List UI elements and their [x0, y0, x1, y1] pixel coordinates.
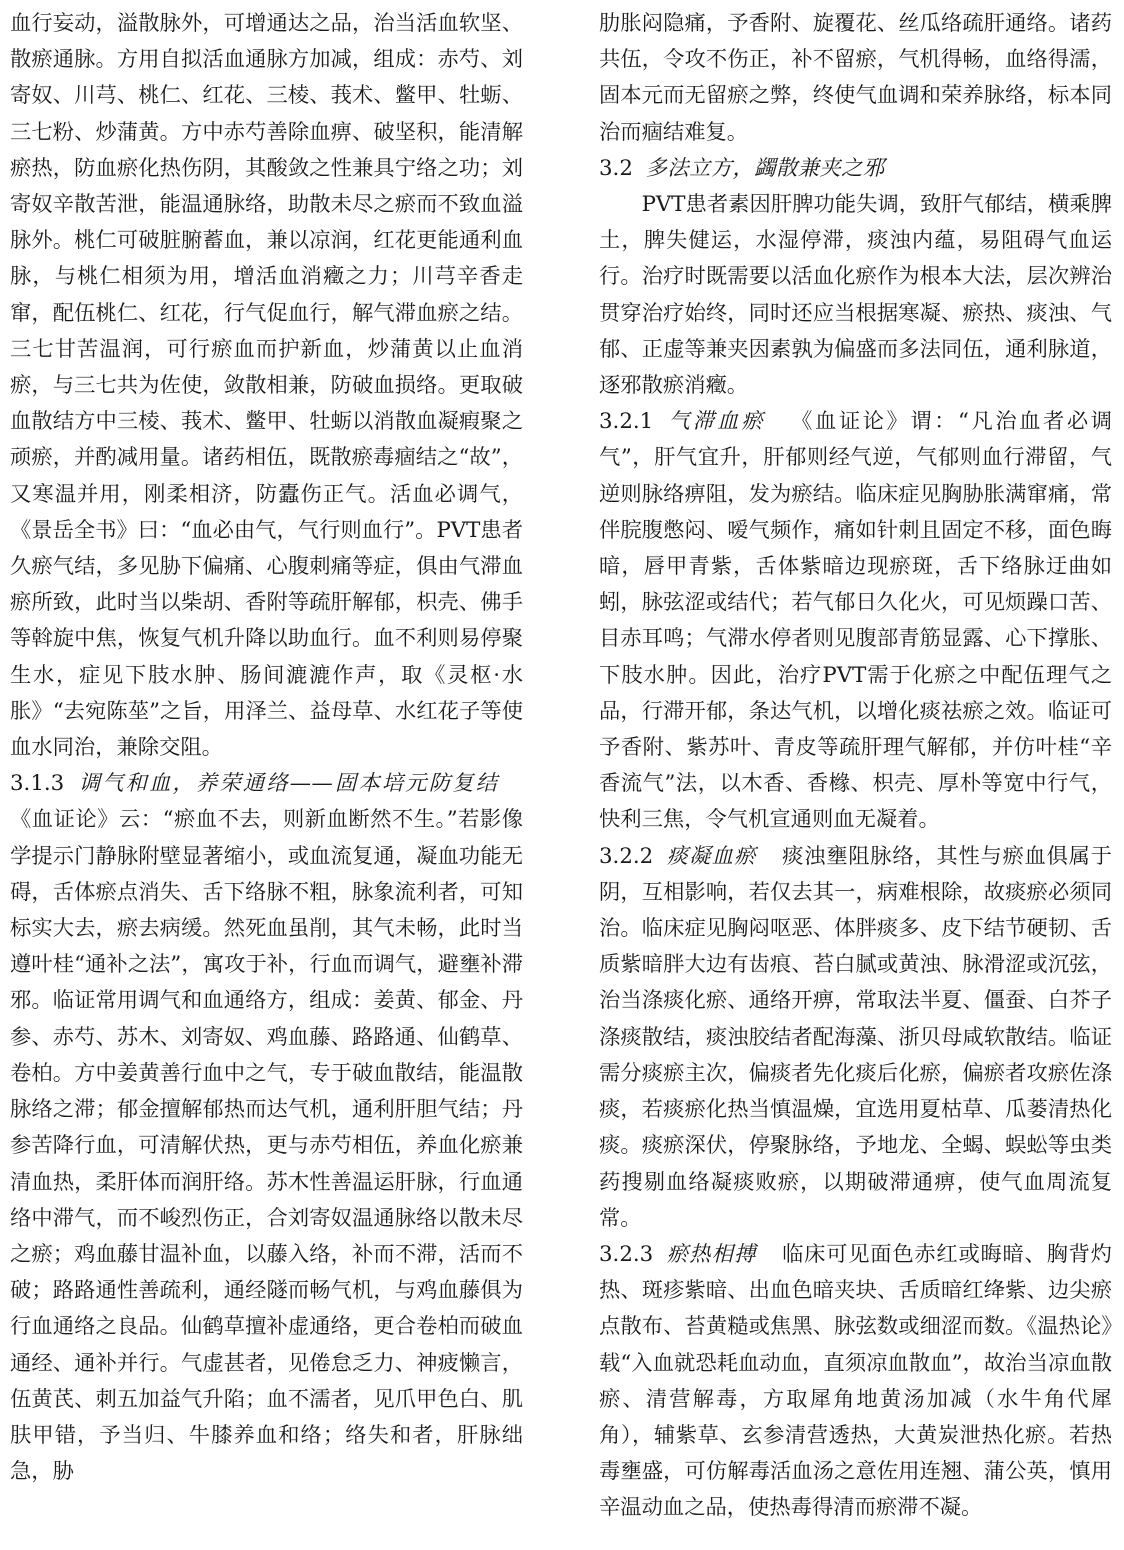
paragraph-continuation-left: 血行妄动，溢散脉外，可增通达之品，治当活血软坚、散瘀通脉。方用自拟活血通脉方加减，组成：赤芍、刘寄奴、川芎、桃仁、红花、三棱、莪术、鳖甲、牡蛎、三七粉、炒蒲黄。方中赤芍善除血痹、破坚积，能清解瘀热，防血瘀化热伤阴，其酸敛之性兼具宁络之功；刘寄奴辛散苦泄，能温通脉络，助散未尽之瘀而不致血溢脉外。桃仁可破脏腑蓄血，兼以凉润，红花更能通利血脉，与桃仁相须为用，增活血消癥之力；川芎辛香走窜，配伍桃仁、红花，行气促血行，解气滞血瘀之结。三七甘苦温润，可行瘀血而护新血，炒蒲黄以止血消瘀，与三七共为佐使，敛散相兼，防破血损络。更取破血散结方中三棱、莪术、鳖甲、牡蛎以消散血凝瘕聚之顽瘀，并酌减用量。诸药相伍，既散瘀毒痼结之“故”，又寒温并用，刚柔相济，防蠹伤正气。活血必调气，《景岳全书》曰：“血必由气，气行则血行”。PVT患者久瘀气结，多见胁下偏痛、心腹刺痛等症，俱由气滞血瘀所致，此时当以柴胡、香附等疏肝解郁，枳壳、佛手等斡旋中焦，恢复气机升降以助血行。血不利则易停聚生水，症见下肢水肿、肠间漉漉作声，取《灵枢·水胀》“去宛陈莝”之旨，用泽兰、益母草、水红花子等使血水同治，兼除交阻。 — [10, 11, 523, 761]
right-column — [599, 6, 1112, 1550]
section-title: 多法立方，蠲散兼夹之邪 — [645, 155, 885, 181]
section-3-2-2 — [599, 839, 1112, 1237]
section-title: 调气和血，养荣通络——固本培元防复结 — [76, 771, 498, 797]
section-3-1-3 — [10, 766, 523, 1490]
section-title: 瘀热相搏 — [665, 1241, 757, 1267]
section-3-2-text: PVT患者素因肝脾功能失调，致肝气郁结，横乘脾土，脾失健运，水湿停滞，痰浊内蕴，易阻碍气血运行。治疗时既需要以活血化瘀作为根本大法，层次辨治贯穿治疗始终，同时还应当根据寒凝、瘀热、痰浊、气郁、正虚等兼夹因素孰为偏盛而多法同伍，通利脉道，逐邪散瘀消癥。 — [599, 192, 1112, 399]
paragraph-continuation-right: 肋胀闷隐痛，予香附、旋覆花、丝瓜络疏肝通络。诸药共伍，令攻不伤正，补不留瘀，气机得畅，血络得濡，固本元而无留瘀之弊，终使气血调和荣养脉络，标本同治而痼结难复。 — [599, 11, 1112, 145]
section-number: 3.2.3 — [599, 1241, 654, 1267]
section-text: 临床可见面色赤红或晦暗、胸背灼热、斑疹紫暗、出血色暗夹块、舌质暗红绛紫、边尖瘀点散布、苔黄糙或焦黑、脉弦数或细涩而数。《温热论》载“入血就恐耗血动血，直须凉血散血”，故治当凉血散瘀、清营解毒，方取犀角地黄汤加减（水牛角代犀角），辅紫草、玄参清营透热，大黄炭泄热化瘀。若热毒壅盛，可仿解毒活血汤之意佐用连翘、蒲公英，慎用辛温动血之品，使热毒得清而瘀滞不凝。 — [599, 1241, 1112, 1521]
section-title: 痰凝血瘀 — [665, 843, 757, 869]
section-number: 3.2 — [599, 155, 633, 181]
section-number: 3.1.3 — [10, 771, 65, 797]
section-title: 气滞血瘀 — [665, 409, 766, 435]
section-number: 3.2.2 — [599, 843, 654, 869]
section-3-2-heading — [599, 151, 1112, 187]
section-text: 《血证论》云：“瘀血不去，则新血断然不生。”若影像学提示门静脉附壁显著缩小，或血流复通，凝血功能无碍，舌体瘀点消失、舌下络脉不粗，脉象流利者，可知标实大去，瘀去病缓。然死血虽削，其气未畅，此时当遵叶桂“通补之法”，寓攻于补，行血而调气，避壅补滞邪。临证常用调气和血通络方，组成：姜黄、郁金、丹参、赤芍、苏木、刘寄奴、鸡血藤、路路通、仙鹤草、卷柏。方中姜黄善行血中之气，专于破血散结，能温散脉络之滞；郁金擅解郁热而达气机，通利肝胆气结；丹参苦降行血，可清解伏热，更与赤芍相伍，养血化瘀兼清血热，柔肝体而润肝络。苏木性善温运肝脉，行血通络中滞气，而不峻烈伤正，合刘寄奴温通脉络以散未尽之瘀；鸡血藤甘温补血，以藤入络，补而不滞，活而不破；路路通性善疏利，通经隧而畅气机，与鸡血藤俱为行血通络之良品。仙鹤草擅补虚通络，更合卷柏而破血通经、通补并行。气虚甚者，见倦怠乏力、神疲懒言，伍黄芪、刺五加益气升陷；血不濡者，见爪甲色白、肌肤甲错，予当归、牛膝养血和络；络失和者，肝脉绌急，胁 — [10, 807, 523, 1485]
section-3-2-3 — [599, 1237, 1112, 1527]
left-column — [10, 6, 523, 1550]
section-text: 痰浊壅阻脉络，其性与瘀血俱属于阴，互相影响，若仅去其一，病难根除，故痰瘀必须同治。临床症见胸闷呕恶、体胖痰多、皮下结节硬韧、舌质紫暗胖大边有齿痕、苔白腻或黄浊、脉滑涩或沉弦，治当涤痰化瘀、通络开痹，常取法半夏、僵蚕、白芥子涤痰散结，痰浊胶结者配海藻、浙贝母咸软散结。临证需分痰瘀主次，偏痰者先化痰后化瘀，偏瘀者攻瘀佐涤痰，若痰瘀化热当慎温燥，宜选用夏枯草、瓜蒌清热化痰。痰瘀深伏，停聚脉络，予地龙、全蝎、蜈蚣等虫类药搜剔血络凝痰败瘀，以期破滞通痹，使气血周流复常。 — [599, 843, 1112, 1231]
section-3-2-1 — [599, 404, 1112, 838]
section-text: 《血证论》谓：“凡治血者必调气”，肝气宜升，肝郁则经气逆，气郁则血行滞留，气逆则脉络痹阻，发为瘀结。临床症见胸胁胀满窜痛，常伴脘腹憋闷、嗳气频作，痛如针刺且固定不移，面色晦暗，唇甲青紫，舌体紫暗边现瘀斑，舌下络脉迂曲如蚓，脉弦涩或结代；若气郁日久化火，可见烦躁口苦、目赤耳鸣；气滞水停者则见腹部青筋显露、心下撑胀、下肢水肿。因此，治疗PVT需于化瘀之中配伍理气之品，行滞开郁，条达气机，以增化痰祛瘀之效。临证可予香附、紫苏叶、青皮等疏肝理气解郁，并仿叶桂“辛香流气”法，以木香、香橼、枳壳、厚朴等宽中行气，快利三焦，令气机宣通则血无凝着。 — [599, 409, 1112, 833]
section-number: 3.2.1 — [599, 409, 654, 435]
